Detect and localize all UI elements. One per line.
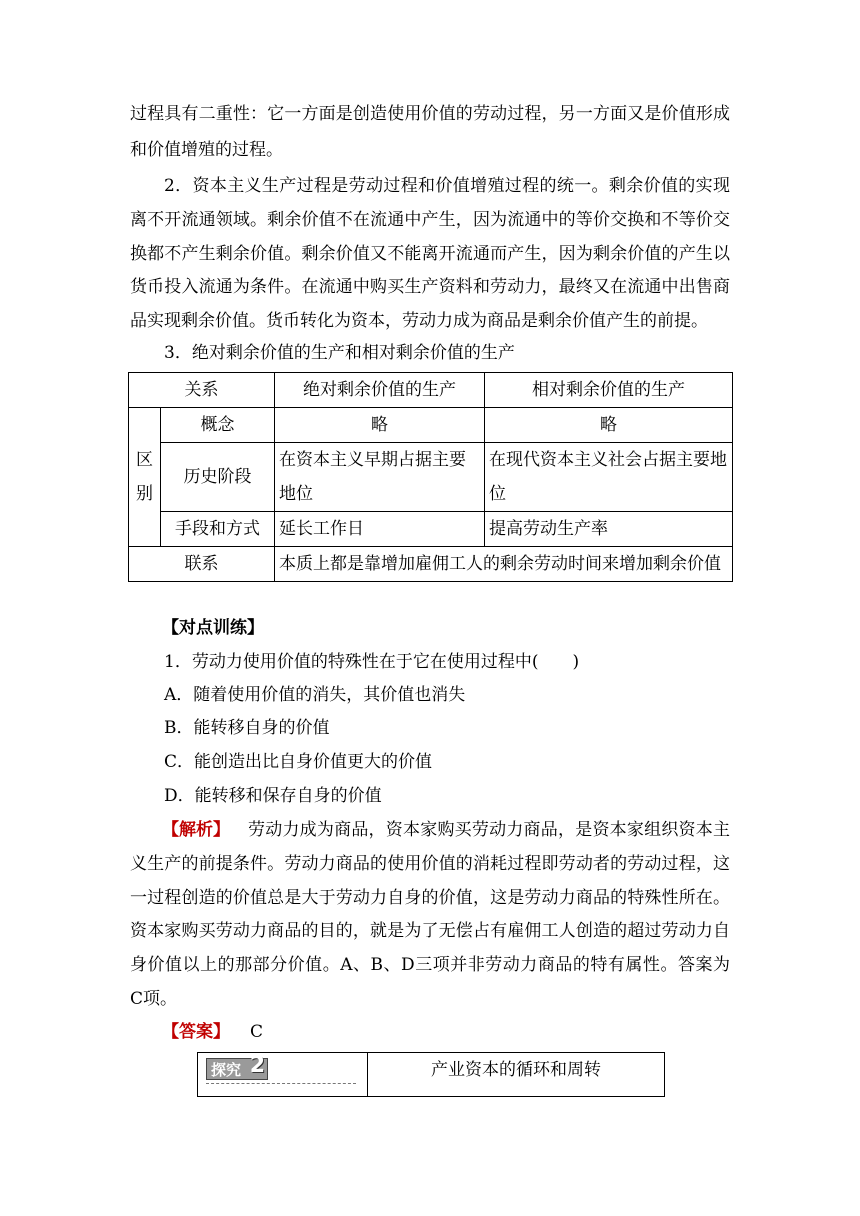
table-row [129, 408, 733, 443]
table-row [129, 547, 733, 582]
header-absolute: 绝对剩余价值的生产 [275, 373, 485, 408]
diff-label: 区别 [129, 408, 161, 547]
analysis-line: 身价值以上的那部分价值。A、B、D三项并非劳动力商品的特有属性。答案为 [130, 955, 730, 975]
analysis-tag: 【解析】 [162, 820, 230, 840]
paragraph-line: 品实现剩余价值。货币转化为资本，劳动力成为商品是剩余价值产生的前提。 [130, 311, 708, 331]
section-banner [197, 1052, 665, 1097]
banner-badge-area [198, 1053, 368, 1096]
header-relative: 相对剩余价值的生产 [485, 373, 733, 408]
section-heading: 3．绝对剩余价值的生产和相对剩余价值的生产 [164, 343, 515, 363]
option-a: A．随着使用价值的消失，其价值也消失 [164, 685, 466, 705]
cell-relative: 略 [485, 408, 733, 443]
paragraph-line: 货币投入流通为条件。在流通中购买生产资料和劳动力，最终又在流通中出售商 [130, 277, 730, 297]
analysis-line: 资本家购买劳动力商品的目的，就是为了无偿占有雇佣工人创造的超过劳动力自 [130, 921, 730, 941]
paragraph-line: 换都不产生剩余价值。剩余价值又不能离开流通而产生，因为剩余价值的产生以 [130, 244, 730, 264]
answer-value: C [250, 1022, 264, 1042]
badge-number: 2 [249, 1053, 265, 1078]
banner-title: 产业资本的循环和周转 [431, 1060, 601, 1080]
row-label: 手段和方式 [161, 512, 275, 547]
link-label: 联系 [129, 547, 275, 582]
link-text: 本质上都是靠增加雇佣工人的剩余劳动时间来增加剩余价值 [275, 547, 733, 582]
explore-badge [206, 1053, 268, 1080]
analysis-line: 义生产的前提条件。劳动力商品的使用价值的消耗过程即劳动者的劳动过程，这 [130, 854, 730, 874]
answer-tag: 【答案】 [162, 1022, 230, 1042]
row-label: 历史阶段 [161, 443, 275, 512]
table-header-row [129, 373, 733, 408]
cell-relative: 提高劳动生产率 [485, 512, 733, 547]
question: 1．劳动力使用价值的特殊性在于它在使用过程中( ) [164, 652, 580, 672]
row-label: 概念 [161, 408, 275, 443]
training-title: 【对点训练】 [162, 618, 264, 638]
analysis-line: 劳动力成为商品，资本家购买劳动力商品，是资本家组织资本主 [248, 820, 730, 840]
badge-text: 探究 [211, 1061, 242, 1079]
header-relation: 关系 [129, 373, 275, 408]
dashed-divider [206, 1083, 356, 1084]
option-d: D．能转移和保存自身的价值 [164, 786, 382, 806]
table-row [129, 512, 733, 547]
paragraph-line: 2．资本主义生产过程是劳动过程和价值增殖过程的统一。剩余价值的实现 [164, 176, 730, 196]
table-row [129, 443, 733, 512]
paragraph-line: 和价值增殖的过程。 [130, 140, 283, 160]
cell-absolute: 略 [275, 408, 485, 443]
cell-relative: 在现代资本主义社会占据主要地位 [485, 443, 733, 512]
analysis-line: C项。 [130, 989, 178, 1009]
option-c: C．能创造出比自身价值更大的价值 [164, 752, 433, 772]
option-b: B．能转移自身的价值 [164, 718, 330, 738]
paragraph-line: 过程具有二重性：它一方面是创造使用价值的劳动过程，另一方面又是价值形成 [130, 104, 730, 124]
cell-absolute: 在资本主义早期占据主要地位 [275, 443, 485, 512]
comparison-table [128, 372, 733, 582]
cell-absolute: 延长工作日 [275, 512, 485, 547]
paragraph-line: 离不开流通领域。剩余价值不在流通中产生，因为流通中的等价交换和不等价交 [130, 210, 730, 230]
analysis-line: 一过程创造的价值总是大于劳动力自身的价值，这是劳动力商品的特殊性所在。 [130, 888, 730, 908]
